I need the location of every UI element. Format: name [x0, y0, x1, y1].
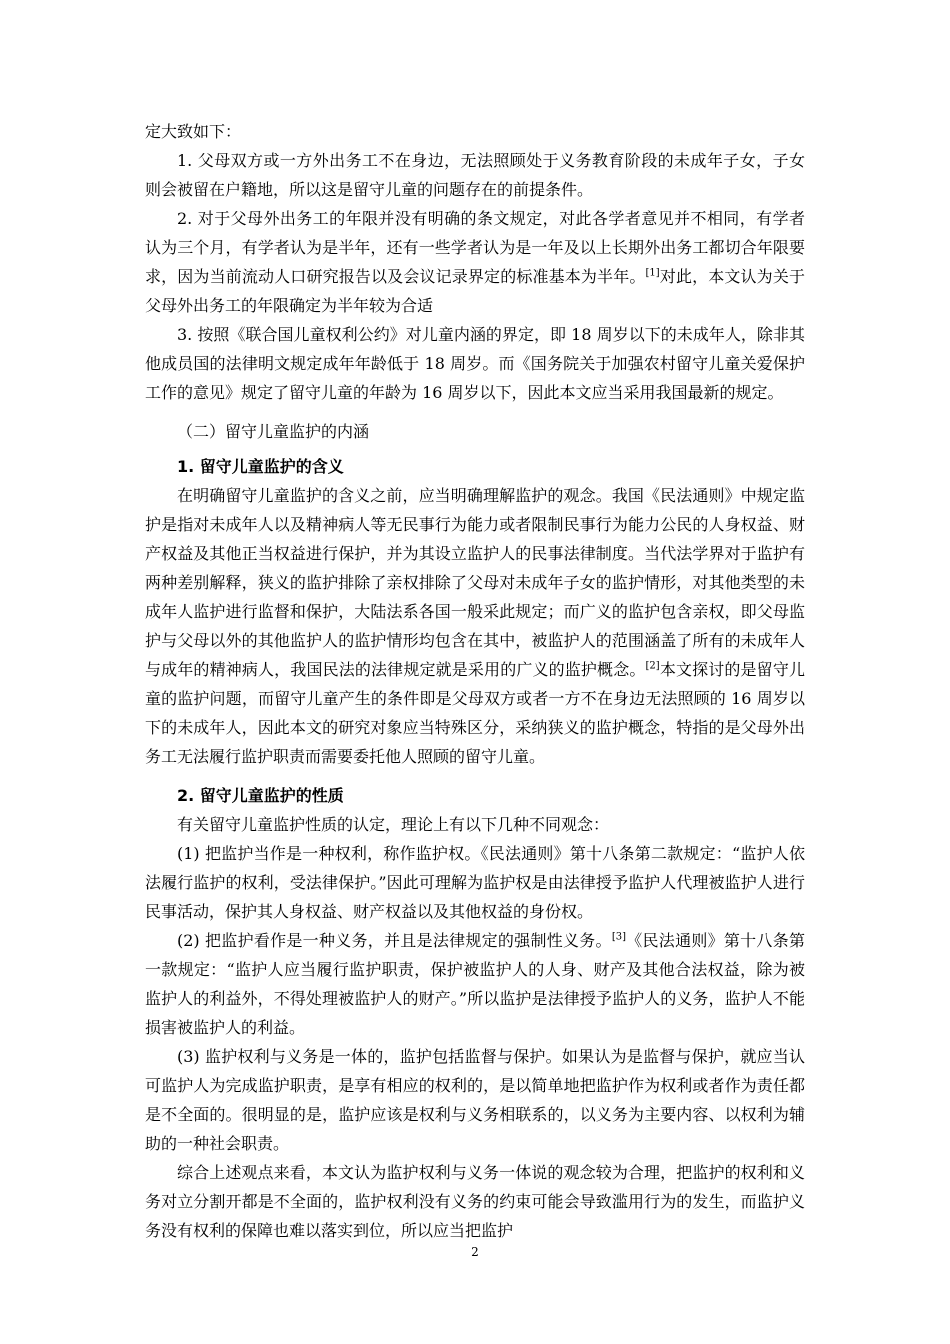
subsection-heading-2: 2. 留守儿童监护的性质: [177, 786, 344, 805]
page-body: [145, 117, 805, 1245]
paragraph-item-1: 1. 父母双方或一方外出务工不在身边，无法照顾处于义务教育阶段的未成年子女，子女则会被留在户籍地，所以这是留守儿童的问题存在的前提条件。: [145, 151, 805, 199]
paragraph-nature-intro: 有关留守儿童监护性质的认定，理论上有以下几种不同观念：: [177, 815, 610, 834]
citation-2: [2]: [645, 660, 660, 672]
paragraph-view-1: (1) 把监护当作是一种权利，称作监护权。《民法通则》第十八条第二款规定：“监护人依法履行监护的权利，受法律保护。”因此可理解为监护权是由法律授予监护人代理被监护人进行民事活动，保护其人身权益、财产权益以及其他权益的身份权。: [145, 844, 805, 921]
paragraph-item-2-text-cont: 对此，本文认为关于父母外出务工的年限确定为半年较为合适: [145, 267, 805, 315]
paragraph-guardianship-meaning: [145, 481, 805, 771]
paragraph-item-2-text: 2. 对于父母外出务工的年限并没有明确的条文规定，对此各学者意见并不相同，有学者认为三个月，有学者认为是半年，还有一些学者认为是一年及以上长期外出务工都切合年限要求，因为当前流动人口研究报告以及会议记录界定的标准基本为半年。: [145, 209, 805, 286]
section-heading-2: （二）留守儿童监护的内涵: [177, 422, 370, 441]
paragraph-conclusion: 综合上述观点来看，本文认为监护权利与义务一体说的观念较为合理，把监护的权利和义务对立分割开都是不全面的，监护权利没有义务的约束可能会导致滥用行为的发生，而监护义务没有权利的保障也难以落实到位，所以应当把监护: [145, 1163, 805, 1240]
paragraph-guardianship-meaning-text-cont: 本文探讨的是留守儿童的监护问题，而留守儿童产生的条件即是父母双方或者一方不在身边无法照顾的 16 周岁以下的未成年人，因此本文的研究对象应当特殊区分，采纳狭义的监护概念，特指的是父母外出务工无法履行监护职责而需要委托他人照顾的留守儿童。: [145, 660, 805, 766]
paragraph-intro: 定大致如下：: [145, 122, 242, 141]
paragraph-view-3: (3) 监护权利与义务是一体的，监护包括监督与保护。如果认为是监督与保护，就应当认可监护人为完成监护职责，是享有相应的权利的，是以简单地把监护作为权利或者作为责任都是不全面的。很明显的是，监护应该是权利与义务相联系的，以义务为主要内容、以权利为辅助的一种社会职责。: [145, 1047, 805, 1153]
paragraph-item-2: [145, 204, 805, 320]
paragraph-guardianship-meaning-text: 在明确留守儿童监护的含义之前，应当明确理解监护的观念。我国《民法通则》中规定监护是指对未成年人以及精神病人等无民事行为能力或者限制民事行为能力公民的人身权益、财产权益及其他正当权益进行保护，并为其设立监护人的民事法律制度。当代法学界对于监护有两种差别解释，狭义的监护排除了亲权排除了父母对未成年子女的监护情形，对其他类型的未成年人监护进行监督和保护，大陆法系各国一般采此规定；而广义的监护包含亲权，即父母监护与父母以外的其他监护人的监护情形均包含在其中，被监护人的范围涵盖了所有的未成年人与成年的精神病人，我国民法的法律规定就是采用的广义的监护概念。: [145, 486, 805, 679]
citation-1: [1]: [645, 267, 660, 279]
subsection-heading-1: 1. 留守儿童监护的含义: [177, 457, 344, 476]
paragraph-view-2-text: (2) 把监护看作是一种义务，并且是法律规定的强制性义务。: [177, 931, 612, 950]
paragraph-item-3: 3. 按照《联合国儿童权利公约》对儿童内涵的界定，即 18 周岁以下的未成年人，除非其他成员国的法律明文规定成年年龄低于 18 周岁。而《国务院关于加强农村留守儿童关爱保护工作的意见》规定了留守儿童的年龄为 16 周岁以下，因此本文应当采用我国最新的规定。: [145, 325, 805, 402]
paragraph-view-2-text-cont: 《民法通则》第十八条第一款规定：“监护人应当履行监护职责，保护被监护人的人身、财产及其他合法权益，除为被监护人的利益外，不得处理被监护人的财产。”所以监护是法律授予监护人的义务，监护人不能损害被监护人的利益。: [145, 931, 805, 1037]
citation-3: [3]: [611, 931, 626, 943]
paragraph-view-2: [145, 926, 805, 1042]
page-number: 2: [471, 1245, 479, 1259]
